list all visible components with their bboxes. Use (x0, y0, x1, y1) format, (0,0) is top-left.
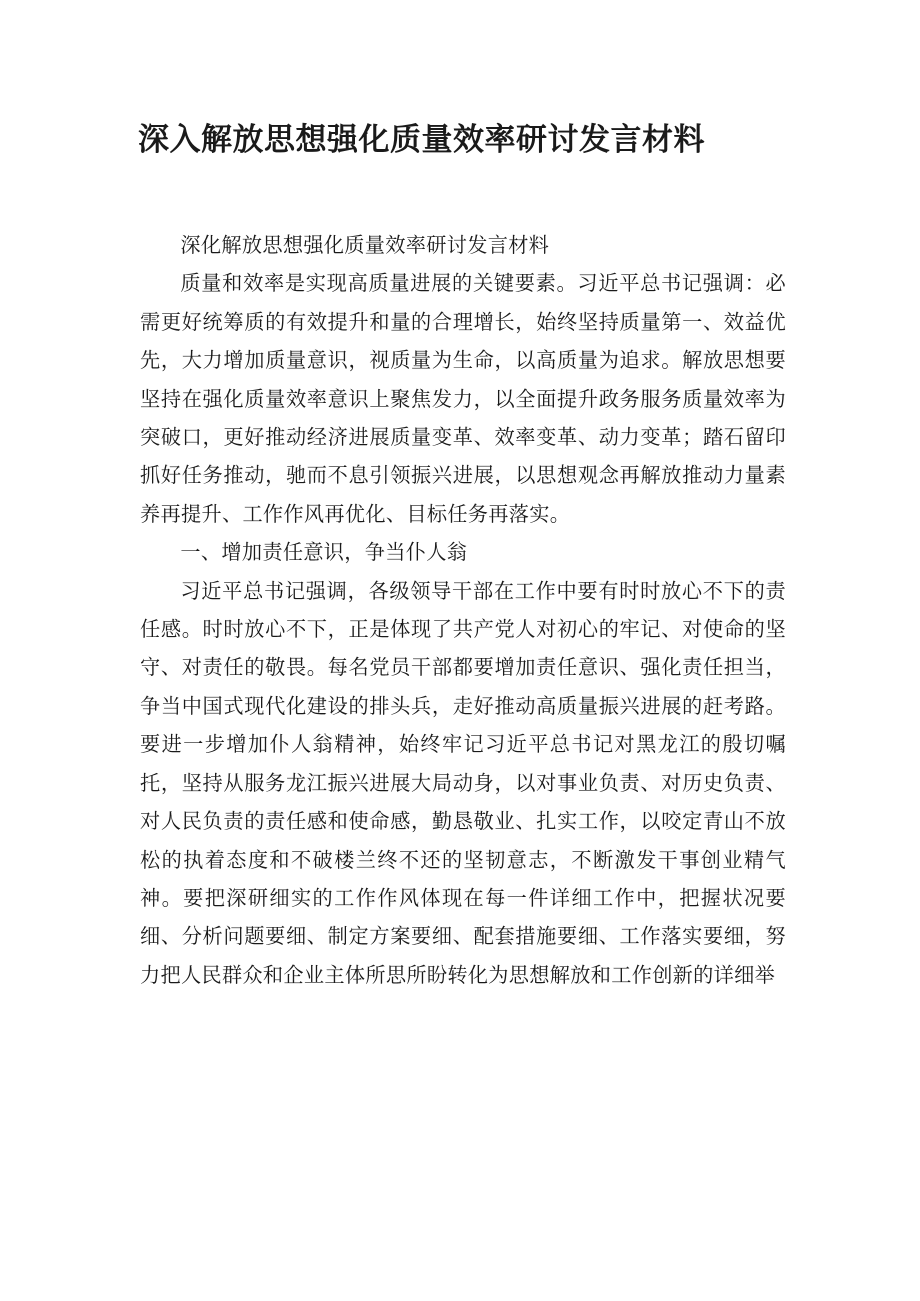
section-heading: 一、增加责任意识，争当仆人翁 (180, 540, 468, 565)
intro-paragraph: 质量和效率是实现高质量进展的关键要素。习近平总书记强调：必需更好统筹质的有效提升和量的合理增长，始终坚持质量第一、效益优先，大力增加质量意识，视质量为生命，以高质量为追求。解放思想要坚持在强化质量效率意识上聚焦发力，以全面提升政务服务质量效率为突破口，更好推动经济进展质量变革、效率变革、动力变革；踏石留印抓好任务推动，驰而不息引领振兴进展，以思想观念再解放推动力量素养再提升、工作作风再优化、目标任务再落实。 (140, 271, 786, 526)
section-paragraph: 习近平总书记强调，各级领导干部在工作中要有时时放心不下的责任感。时时放心不下，正是体现了共产党人对初心的牢记、对使命的坚守、对责任的敬畏。每名党员干部都要增加责任意识、强化责任担当，争当中国式现代化建设的排头兵，走好推动高质量振兴进展的赶考路。要进一步增加仆人翁精神，始终牢记习近平总书记对黑龙江的殷切嘱托，坚持从服务龙江振兴进展大局动身，以对事业负责、对历史负责、对人民负责的责任感和使命感，勤恳敬业、扎实工作，以咬定青山不放松的执着态度和不破楼兰终不还的坚韧意志，不断激发干事创业精气神。要把深研细实的工作作风体现在每一件详细工作中，把握状况要细、分析问题要细、制定方案要细、配套措施要细、工作落实要细，努力把人民群众和企业主体所思所盼转化为思想解放和工作创新的详细举 (140, 578, 786, 987)
document-title: 深入解放思想强化质量效率研讨发言材料 (138, 122, 705, 158)
document-body (140, 226, 786, 994)
subtitle-paragraph: 深化解放思想强化质量效率研讨发言材料 (180, 233, 550, 257)
